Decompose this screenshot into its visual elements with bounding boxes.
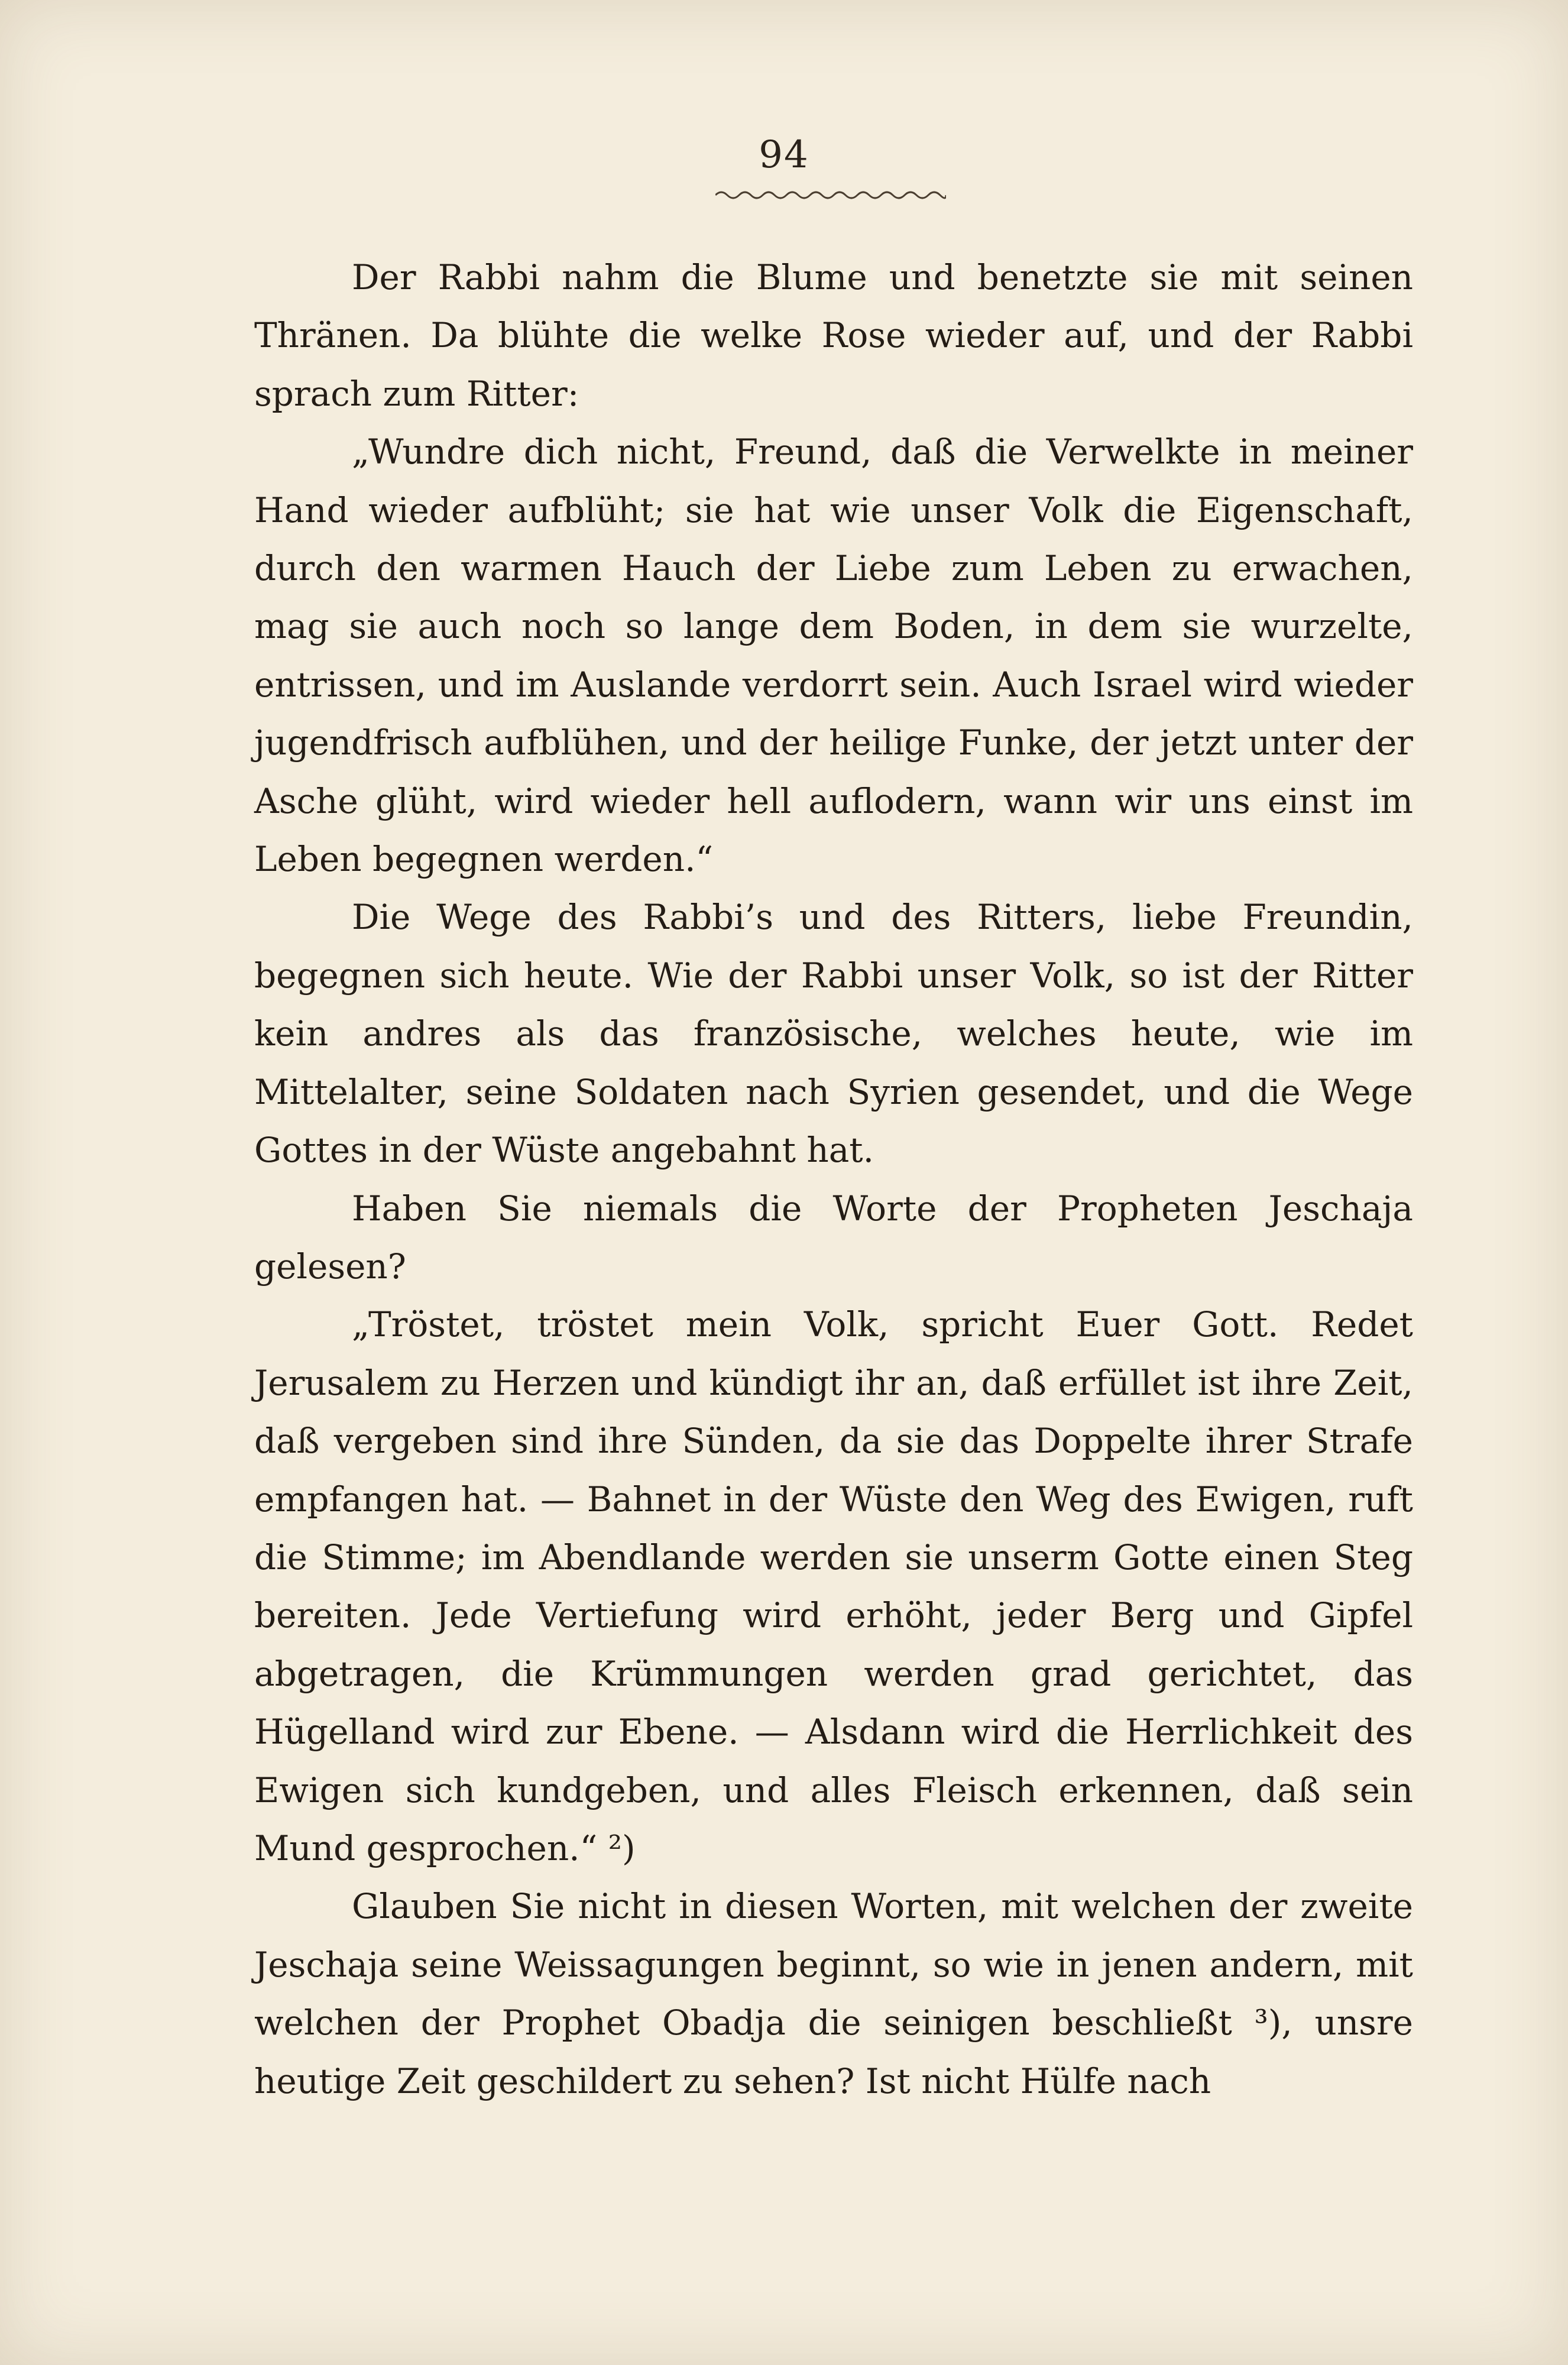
wavy-rule-ornament bbox=[715, 186, 946, 204]
page-number: 94 bbox=[759, 133, 809, 177]
paragraph: Der Rabbi nahm die Blume und benetzte sie mit seinen Thränen. Da blühte die welke Rose wieder auf, und der Rabbi sprach zum Ritter: bbox=[254, 257, 1413, 414]
paragraph: Glauben Sie nicht in diesen Worten, mit welchen der zweite Jeschaja seine Weissagungen beginnt, so wie in jenen andern, mit welchen der Prophet Obadja die seinigen beschließt ³), unsre heutige Zeit geschildert zu sehen? Ist nicht Hülfe nach bbox=[254, 1886, 1413, 2101]
paragraph: Die Wege des Rabbi’s und des Ritters, liebe Freundin, begegnen sich heute. Wie der Rabbi unser Volk, so ist der Ritter kein andres als das französische, welches heute, wie im Mittelalter, seine Soldaten nach Syrien gesendet, und die Wege Gottes in der Wüste angebahnt hat. bbox=[254, 897, 1413, 1171]
paragraph: „Tröstet, tröstet mein Volk, spricht Euer Gott. Redet Jerusalem zu Herzen und kündigt ihr an, daß erfüllet ist ihre Zeit, daß vergeben sind ihre Sünden, da sie das Doppelte ihrer Strafe empfangen hat. — Bahnet in der Wüste den Weg des Ewigen, ruft die Stimme; im Abendlande werden sie unserm Gotte einen Steg bereiten. Jede Vertiefung wird erhöht, jeder Berg und Gipfel abgetragen, die Krümmungen werden grad gerichtet, das Hügelland wird zur Ebene. — Alsdann wird die Herrlichkeit des Ewigen sich kundgeben, und alles Fleisch erkennen, daß sein Mund gesprochen.“ ²) bbox=[254, 1304, 1413, 1868]
paragraph: „Wundre dich nicht, Freund, daß die Verwelkte in meiner Hand wieder aufblüht; sie hat wie unser Volk die Eigenschaft, durch den warmen Hauch der Liebe zum Leben zu erwachen, mag sie auch noch so lange dem Boden, in dem sie wurzelte, entrissen, und im Auslande verdorrt sein. Auch Israel wird wieder jugendfrisch aufblühen, und der heilige Funke, der jetzt unter der Asche glüht, wird wieder hell auflodern, wann wir uns einst im Leben begegnen werden.“ bbox=[254, 432, 1413, 880]
paragraph: Haben Sie niemals die Worte der Propheten Jeschaja gelesen? bbox=[254, 1188, 1413, 1287]
body-text bbox=[254, 248, 1413, 2110]
